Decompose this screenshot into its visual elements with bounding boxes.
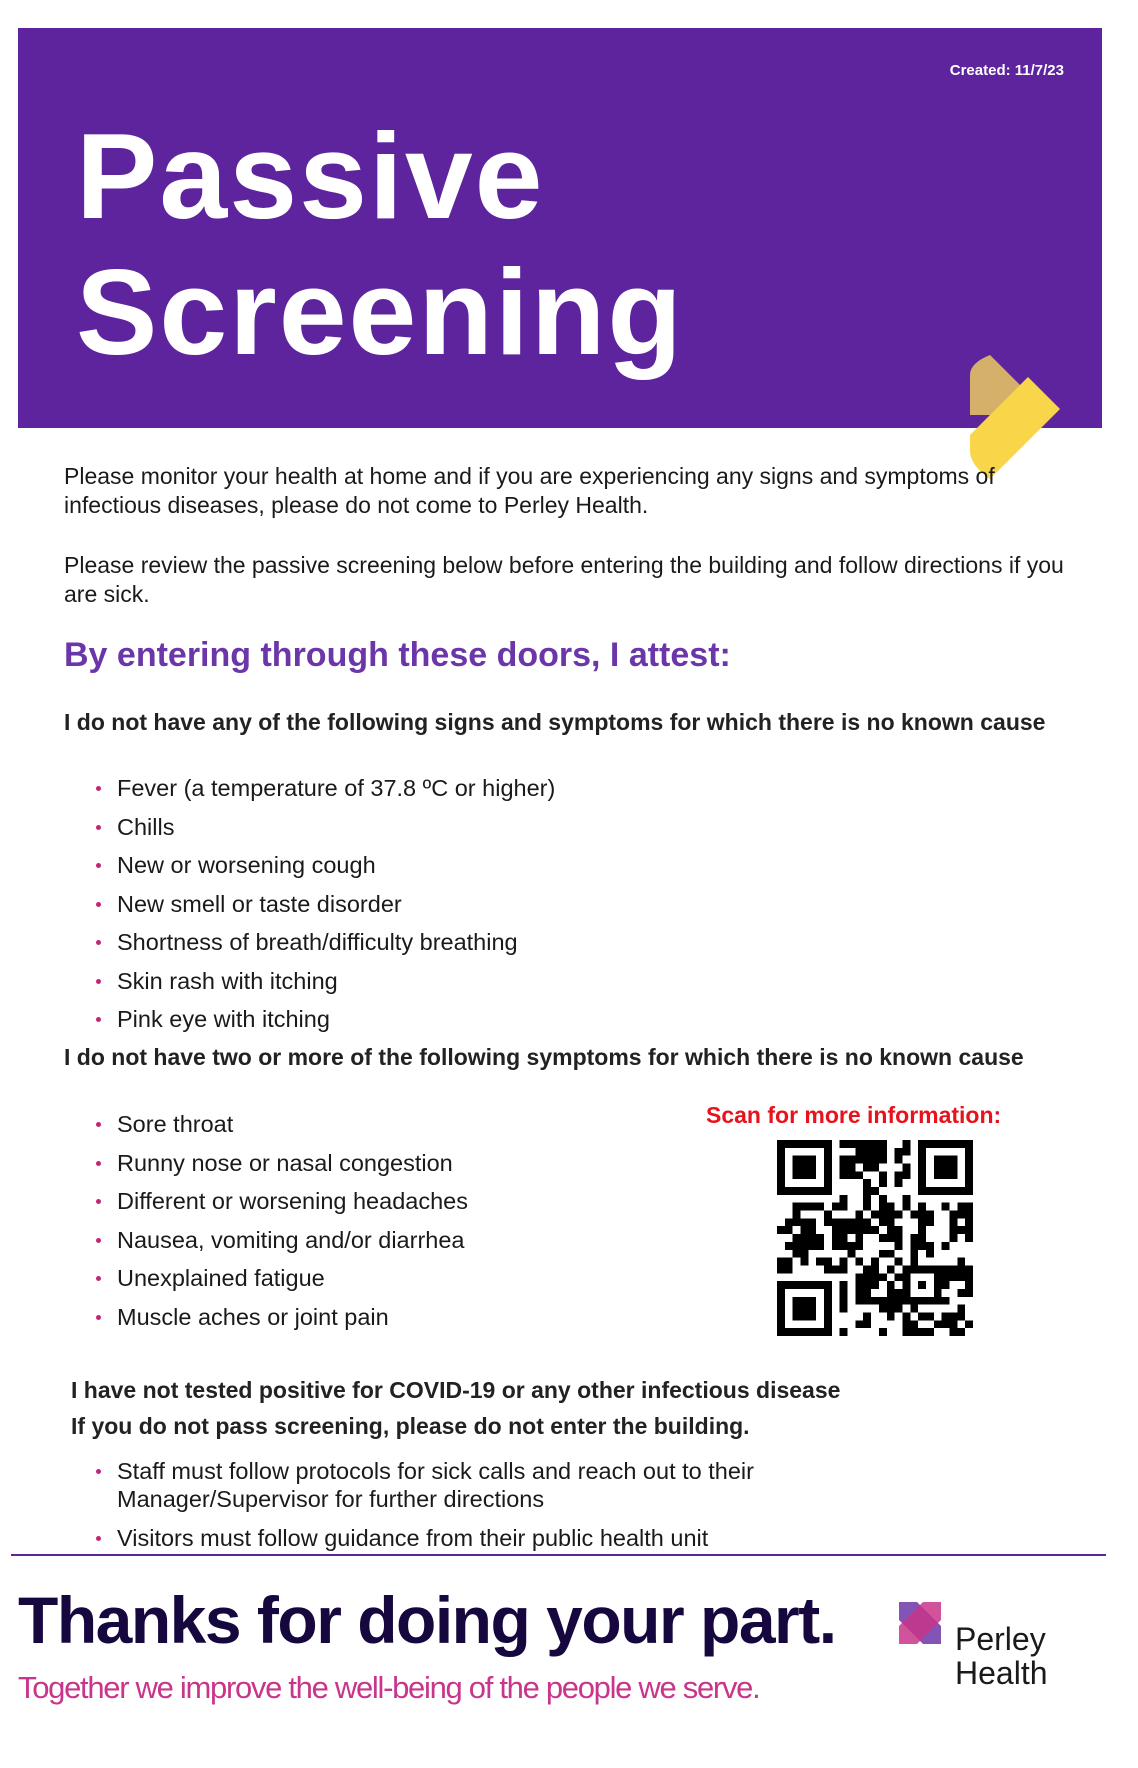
thanks-heading: Thanks for doing your part. <box>18 1583 836 1657</box>
created-date: Created: 11/7/23 <box>949 62 1064 79</box>
list-item: Unexplained fatigue <box>96 1264 468 1292</box>
tagline: Together we improve the well-being of the people we serve. <box>18 1670 760 1705</box>
page-title <box>76 108 684 380</box>
list-item: Runny nose or nasal congestion <box>96 1149 468 1177</box>
list-item: New smell or taste disorder <box>96 890 555 918</box>
brand-line-1: Perley <box>955 1621 1046 1657</box>
attest-heading: By entering through these doors, I attest: <box>64 636 731 674</box>
list-item: Pink eye with itching <box>96 1005 555 1033</box>
title-line-1: Passive <box>76 108 545 244</box>
list-item: Staff must follow protocols for sick calls and reach out to their Manager/Supervisor for further directions <box>96 1457 856 1513</box>
qr-code-icon[interactable] <box>777 1140 973 1336</box>
directions-list <box>96 1457 856 1562</box>
section2-heading: I do not have two or more of the following symptoms for which there is no known cause <box>64 1044 1024 1070</box>
section2-symptom-list <box>96 1110 468 1341</box>
perley-health-wordmark <box>955 1622 1048 1690</box>
list-item: Chills <box>96 813 555 841</box>
intro-paragraph-2: Please review the passive screening below before entering the building and follow directions if you are sick. <box>64 552 1064 607</box>
fail-screening-statement: If you do not pass screening, please do not enter the building. <box>71 1413 750 1439</box>
list-item: Nausea, vomiting and/or diarrhea <box>96 1226 468 1254</box>
list-item: Shortness of breath/difficulty breathing <box>96 928 555 956</box>
list-item: Sore throat <box>96 1110 468 1138</box>
list-item: Skin rash with itching <box>96 967 555 995</box>
section1-heading: I do not have any of the following signs and symptoms for which there is no known cause <box>64 709 1046 735</box>
intro-paragraph-1: Please monitor your health at home and if you are experiencing any signs and symptoms of infectious diseases, please do not come to Perley Health. <box>64 463 995 518</box>
perley-health-logo-icon <box>895 1596 945 1651</box>
brand-line-2: Health <box>955 1655 1048 1691</box>
list-item: Muscle aches or joint pain <box>96 1303 468 1331</box>
covid-statement: I have not tested positive for COVID-19 or any other infectious disease <box>71 1377 841 1403</box>
footer-divider <box>11 1554 1106 1556</box>
title-line-2: Screening <box>76 244 684 380</box>
header-banner <box>18 28 1102 428</box>
list-item: New or worsening cough <box>96 851 555 879</box>
qr-scan-label: Scan for more information: <box>706 1102 1002 1128</box>
list-item: Fever (a temperature of 37.8 ºC or higher) <box>96 774 555 802</box>
list-item: Visitors must follow guidance from their public health unit <box>96 1524 856 1552</box>
section1-symptom-list <box>96 774 555 1044</box>
list-item: Different or worsening headaches <box>96 1187 468 1215</box>
